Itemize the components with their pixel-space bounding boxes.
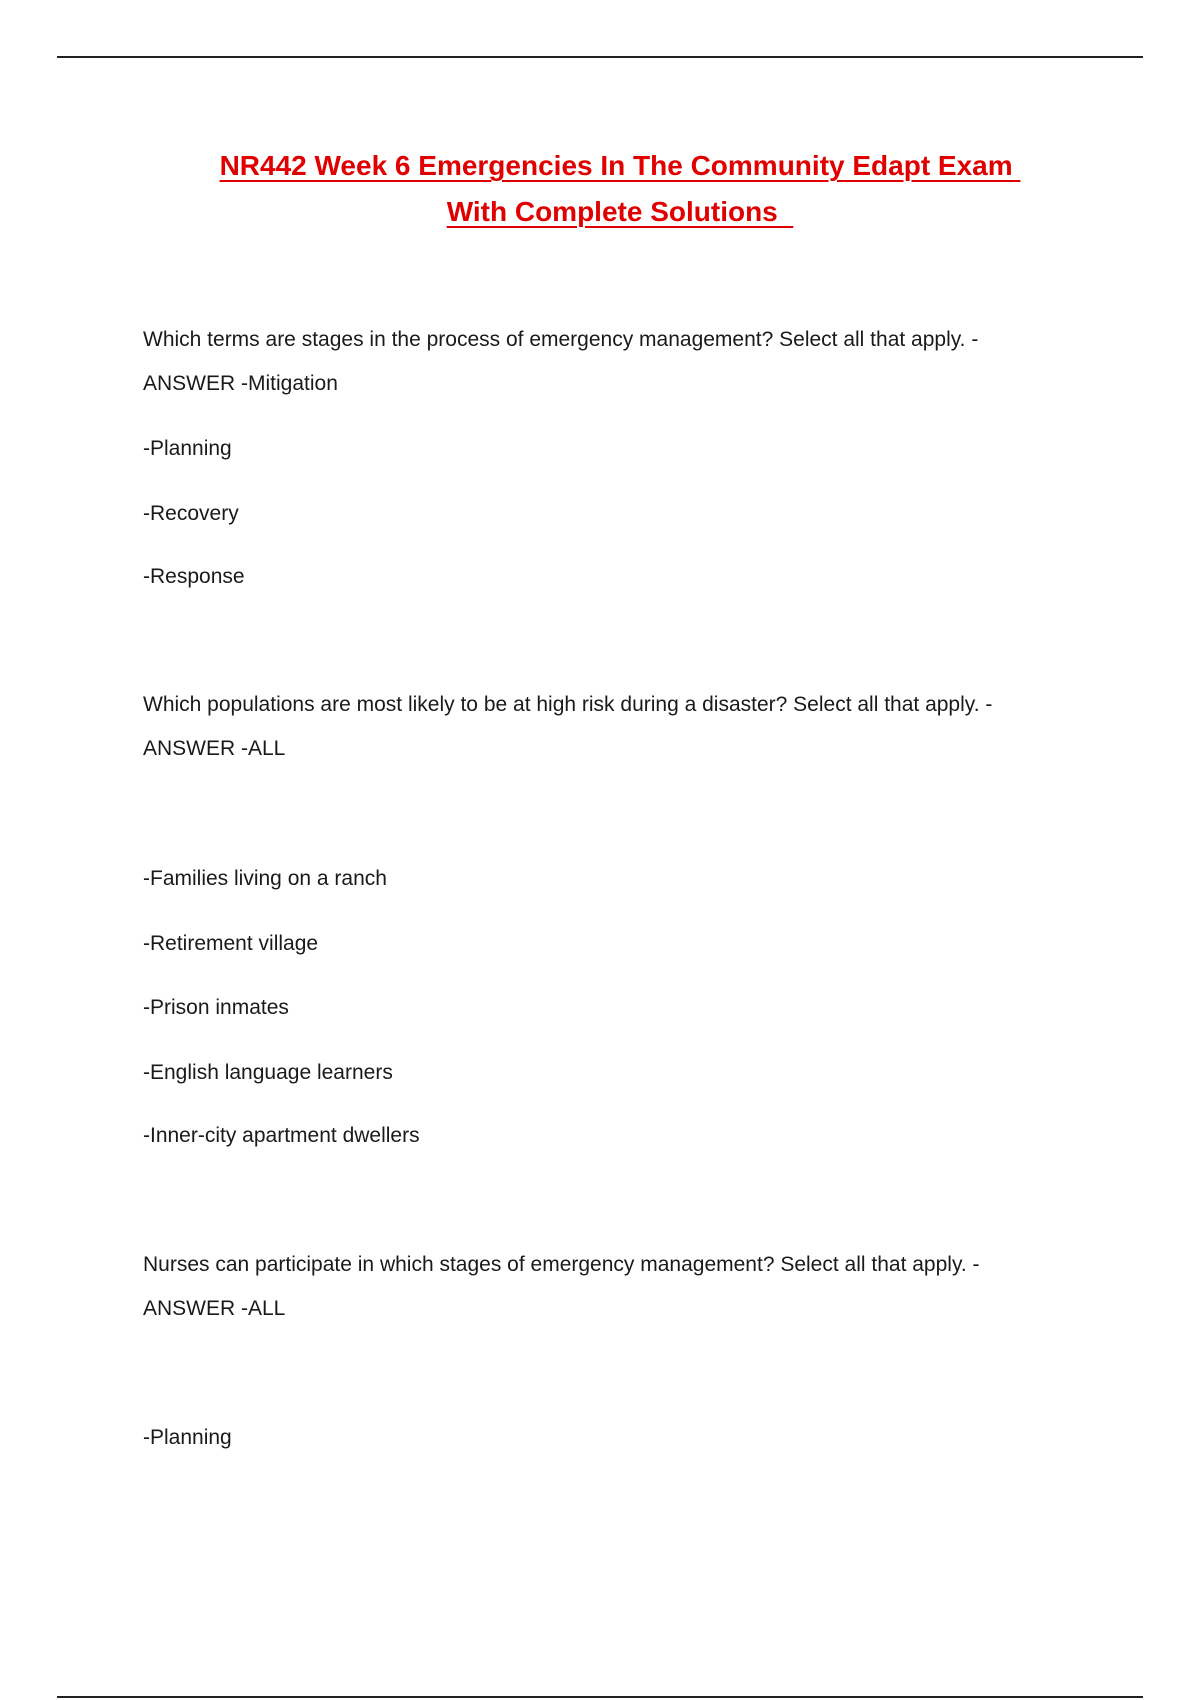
question-3-answer: ANSWER -ALL <box>143 1297 286 1320</box>
question-1-option: -Recovery <box>143 502 239 525</box>
question-1-text: Which terms are stages in the process of emergency management? Select all that apply. - <box>143 328 979 351</box>
question-2-option: -English language learners <box>143 1061 393 1084</box>
document-title <box>0 143 1200 235</box>
question-2-answer: ANSWER -ALL <box>143 737 286 760</box>
question-3-text: Nurses can participate in which stages of emergency management? Select all that apply. - <box>143 1253 980 1276</box>
footer-rule <box>57 1696 1143 1698</box>
question-2-option: -Retirement village <box>143 932 319 955</box>
title-line-1: NR442 Week 6 Emergencies In The Community Edapt Exam <box>219 150 1021 181</box>
question-1-option: -Planning <box>143 437 232 460</box>
question-2-option: -Families living on a ranch <box>143 867 387 890</box>
title-line-2: With Complete Solutions <box>446 196 794 227</box>
question-2-text: Which populations are most likely to be at high risk during a disaster? Select all that apply. - <box>143 693 993 716</box>
question-2-option: -Inner-city apartment dwellers <box>143 1124 420 1147</box>
question-3-option: -Planning <box>143 1426 232 1449</box>
question-2-option: -Prison inmates <box>143 996 289 1019</box>
question-1-option: -Response <box>143 565 245 588</box>
question-1-answer: ANSWER -Mitigation <box>143 372 338 395</box>
header-rule <box>57 56 1143 58</box>
